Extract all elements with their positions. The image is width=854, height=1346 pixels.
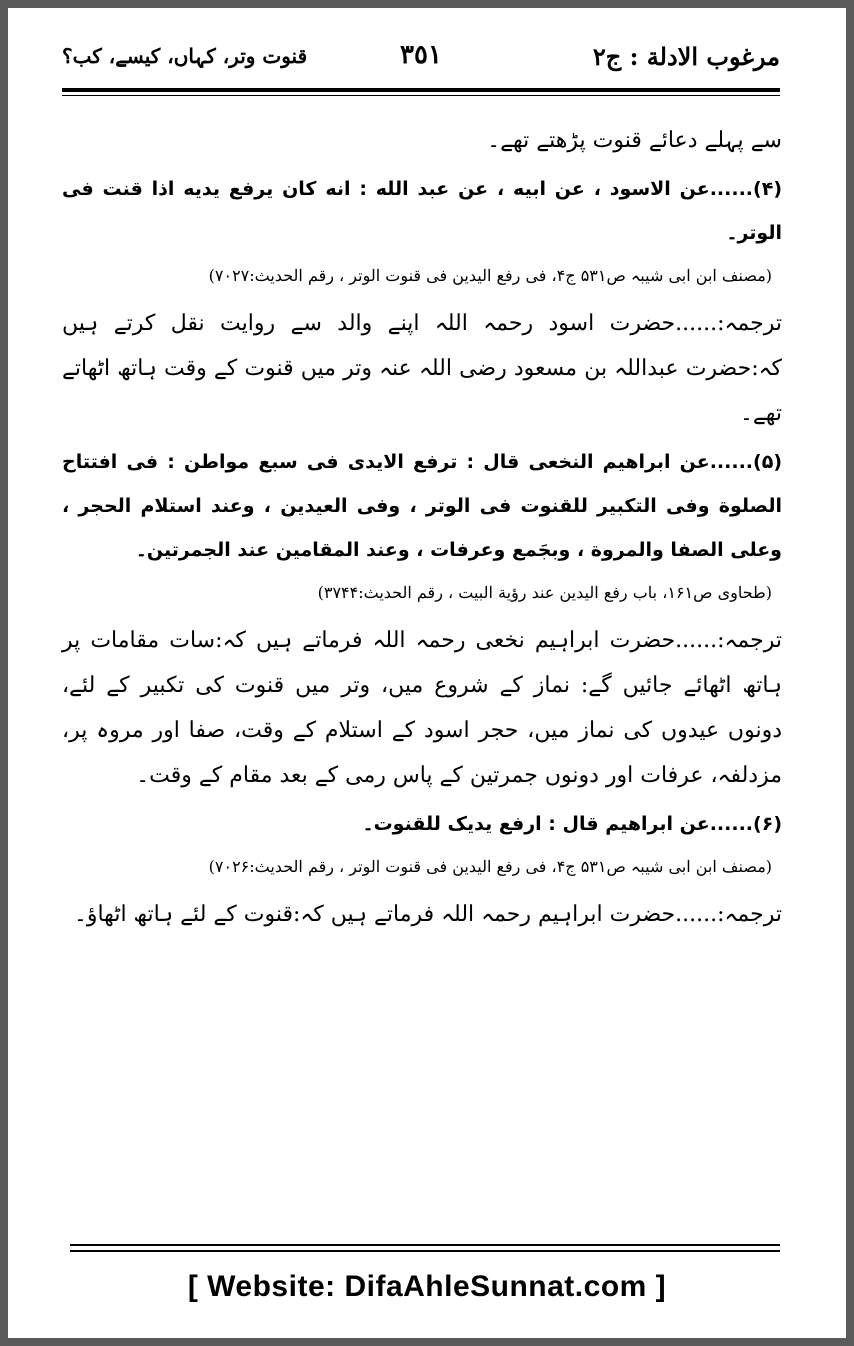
website-banner: [ Website: DifaAhleSunnat.com ]: [187, 1270, 667, 1303]
header-rule-thin: [62, 95, 780, 96]
hadith-reference: [62, 852, 782, 882]
hadith-number: (۵): [753, 451, 782, 473]
urdu-text: [62, 618, 782, 798]
block-text: سے پہلے دعائے قنوت پڑھتے تھے۔: [487, 128, 782, 153]
arabic-hadith: [62, 440, 782, 572]
footer-rule-top: [70, 1244, 780, 1246]
block-text: ......عن ابراهیم النخعی قال : ترفع الایدی فی سبع مواطن : فی افتتاح الصلوة وفی التکبیر للقنوت فی الوتر ، وفی العیدین ، وعند استلام الحجر ، وعلی الصفا والمروة ، وبجَمع وعرفات ، وعند المقامین عند الجمرتین۔: [62, 451, 782, 561]
block-text: (مصنف ابن ابی شیبہ ص۵۳۱ ج۴، فی رفع الیدین فی قنوت الوتر ، رقم الحدیث:۷۰۲۶): [208, 857, 772, 876]
block-text: ترجمہ:......حضرت ابراہیم نخعی رحمہ اللہ فرماتے ہیں کہ:سات مقامات پر ہاتھ اٹھائے جائیں گے: نماز کے شروع میں، وتر میں قنوت کی تکبیر کے لئے، دونوں عیدوں کی نماز میں، حجر اسود کے استلام کے وقت، صفا اور مروہ پر، مزدلفہ، عرفات اور دونوں جمرتین کے پاس رمی کے بعد مقام کے وقت۔: [62, 628, 782, 788]
hadith-number: (۶): [753, 813, 782, 835]
urdu-text: [62, 892, 782, 937]
block-text: ترجمہ:......حضرت اسود رحمہ اللہ اپنے والد سے روایت نقل کرتے ہیں کہ:حضرت عبداللہ بن مسعود رضی اللہ عنہ وتر میں قنوت کے وقت ہاتھ اٹھاتے تھے۔: [62, 311, 782, 426]
chapter-title: قنوت وتر، کہاں، کیسے، کب؟: [62, 44, 308, 68]
urdu-text: [62, 118, 782, 163]
arabic-hadith: [62, 802, 782, 846]
arabic-hadith: [62, 167, 782, 255]
book-title: مرغوب الادلة : ج٢: [592, 42, 780, 71]
footer-rule-bottom: [70, 1250, 780, 1252]
page-header: [62, 38, 780, 82]
block-text: ترجمہ:......حضرت ابراہیم رحمہ اللہ فرماتے ہیں کہ:قنوت کے لئے ہاتھ اٹھاؤ۔: [73, 902, 782, 927]
block-text: ......عن ابراهیم قال : ارفع یدیک للقنوت۔: [362, 813, 754, 835]
header-rule-thick: [62, 88, 780, 92]
hadith-number: (۴): [753, 178, 782, 200]
hadith-reference: [62, 578, 782, 608]
block-text: (مصنف ابن ابی شیبہ ص۵۳۱ ج۴، فی رفع الیدین فی قنوت الوتر ، رقم الحدیث:۷۰۲۷): [208, 266, 772, 285]
page-body: [62, 118, 782, 941]
page-number: ٣٥١: [400, 40, 442, 70]
hadith-reference: [62, 261, 782, 291]
block-text: ......عن الاسود ، عن ابیه ، عن عبد الله : انه کان یرفع یدیه اذا قنت فی الوتر۔: [62, 178, 782, 244]
block-text: (طحاوی ص۱۶۱، باب رفع الیدین عند رؤیة البیت ، رقم الحدیث:۳۷۴۴): [317, 583, 772, 602]
urdu-text: [62, 301, 782, 436]
